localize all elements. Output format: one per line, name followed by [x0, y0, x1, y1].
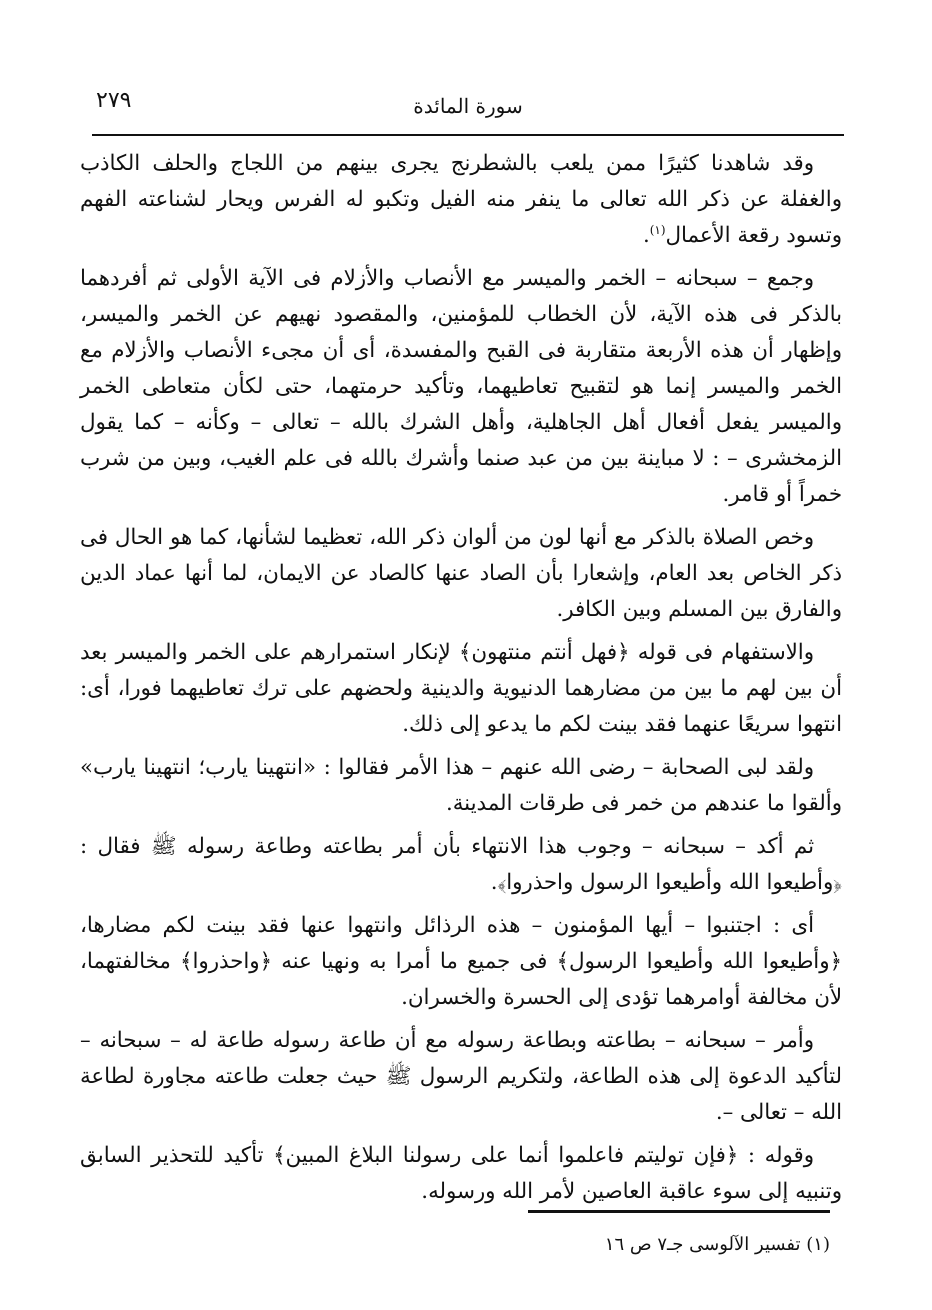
footnote: (١) تفسير الآلوسى جـ٧ ص ١٦ [604, 1234, 830, 1255]
paragraph: وخص الصلاة بالذكر مع أنها لون من ألوان ذكر الله، تعظيما لشأنها، كما هو الحال فى ذكر الخاص بعد العام، وإشعارا بأن الصاد عنها كالصاد عن الايمان، لما أنها عماد الدين والفارق بين المسلم وبين الكافر. [80, 525, 842, 622]
paragraph: ثم أكد – سبحانه – وجوب هذا الانتهاء بأن أمر بطاعته وطاعة رسوله ﷺ فقال : ﴿وأطيعوا الله وأطيعوا الرسول واحذروا﴾. [80, 834, 842, 895]
page-number: ٢٧٩ [96, 88, 132, 113]
paragraph: وقوله : ﴿فإن توليتم فاعلموا أنما على رسولنا البلاغ المبين﴾ تأكيد للتحذير السابق وتنبيه إلى سوء عاقبة العاصين لأمر الله ورسوله. [80, 1143, 842, 1204]
paragraph: أى : اجتنبوا – أيها المؤمنون – هذه الرذائل وانتهوا عنها فقد بينت لكم مضارها، ﴿وأطيعوا الله وأطيعوا الرسول﴾ فى جميع ما أمرا به ونهيا عنه ﴿واحذروا﴾ مخالفتهما، لأن مخالفة أوامرهما تؤدى إلى الحسرة والخسران. [80, 913, 842, 1010]
page-header [92, 88, 844, 122]
paragraph-text: وقد شاهدنا كثيرًا ممن يلعب بالشطرنج يجرى بينهم من اللجاج والحلف الكاذب والغفلة عن ذكر الله تعالى ما ينفر منه الفيل وتكبو له الفرس ويحار لشناعته الفهم وتسود رقعة الأعمال [80, 151, 842, 248]
body-text [80, 146, 842, 1217]
footnote-marker: (١) [649, 222, 666, 237]
paragraph: ولقد لبى الصحابة – رضى الله عنهم – هذا الأمر فقالوا : «انتهينا يارب؛ انتهينا يارب» وألقوا ما عندهم من خمر فى طرقات المدينة. [80, 755, 842, 816]
paragraph: وأمر – سبحانه – بطاعته وبطاعة رسوله مع أن طاعة رسوله طاعة له – سبحانه – لتأكيد الدعوة إلى هذه الطاعة، ولتكريم الرسول ﷺ حيث جعلت طاعته مجاورة لطاعة الله – تعالى –. [80, 1028, 842, 1125]
footnote-rule [528, 1210, 830, 1213]
paragraph: والاستفهام فى قوله ﴿فهل أنتم منتهون﴾ لإنكار استمرارهم على الخمر والميسر بعد أن بين لهم ما بين من مضارهما الدنيوية والدينية ولحضهم على ترك تعاطيهما فورا، أى: انتهوا سريعًا عنهما فقد بينت لكم ما يدعو إلى ذلك. [80, 640, 842, 737]
paragraph: وجمع – سبحانه – الخمر والميسر مع الأنصاب والأزلام فى الآية الأولى ثم أفردهما بالذكر فى هذه الآية، لأن الخطاب للمؤمنين، والمقصود نهيهم عن الخمر والميسر، وإظهار أن هذه الأربعة متقاربة فى القبح والمفسدة، أى أن مجىء الأنصاب والأزلام مع الخمر والميسر إنما هو لتقبيح تعاطيهما، وتأكيد حرمتهما، حتى لكأن متعاطى الخمر والميسر يفعل أفعال أهل الجاهلية، وأهل الشرك بالله – تعالى – وكأنه – كما يقول الزمخشرى – : لا مباينة بين من عبد صنما وأشرك بالله فى علم الغيب، وبين من شرب خمراً أو قامر. [80, 266, 842, 507]
paragraph: وقد شاهدنا كثيرًا ممن يلعب بالشطرنج يجرى بينهم من اللجاج والحلف الكاذب والغفلة عن ذكر الله تعالى ما ينفر منه الفيل وتكبو له الفرس ويحار لشناعته الفهم وتسود رقعة الأعمال$^{(١)}$. [80, 151, 842, 248]
surah-title: سورة المائدة [413, 94, 523, 118]
header-rule [92, 134, 844, 136]
